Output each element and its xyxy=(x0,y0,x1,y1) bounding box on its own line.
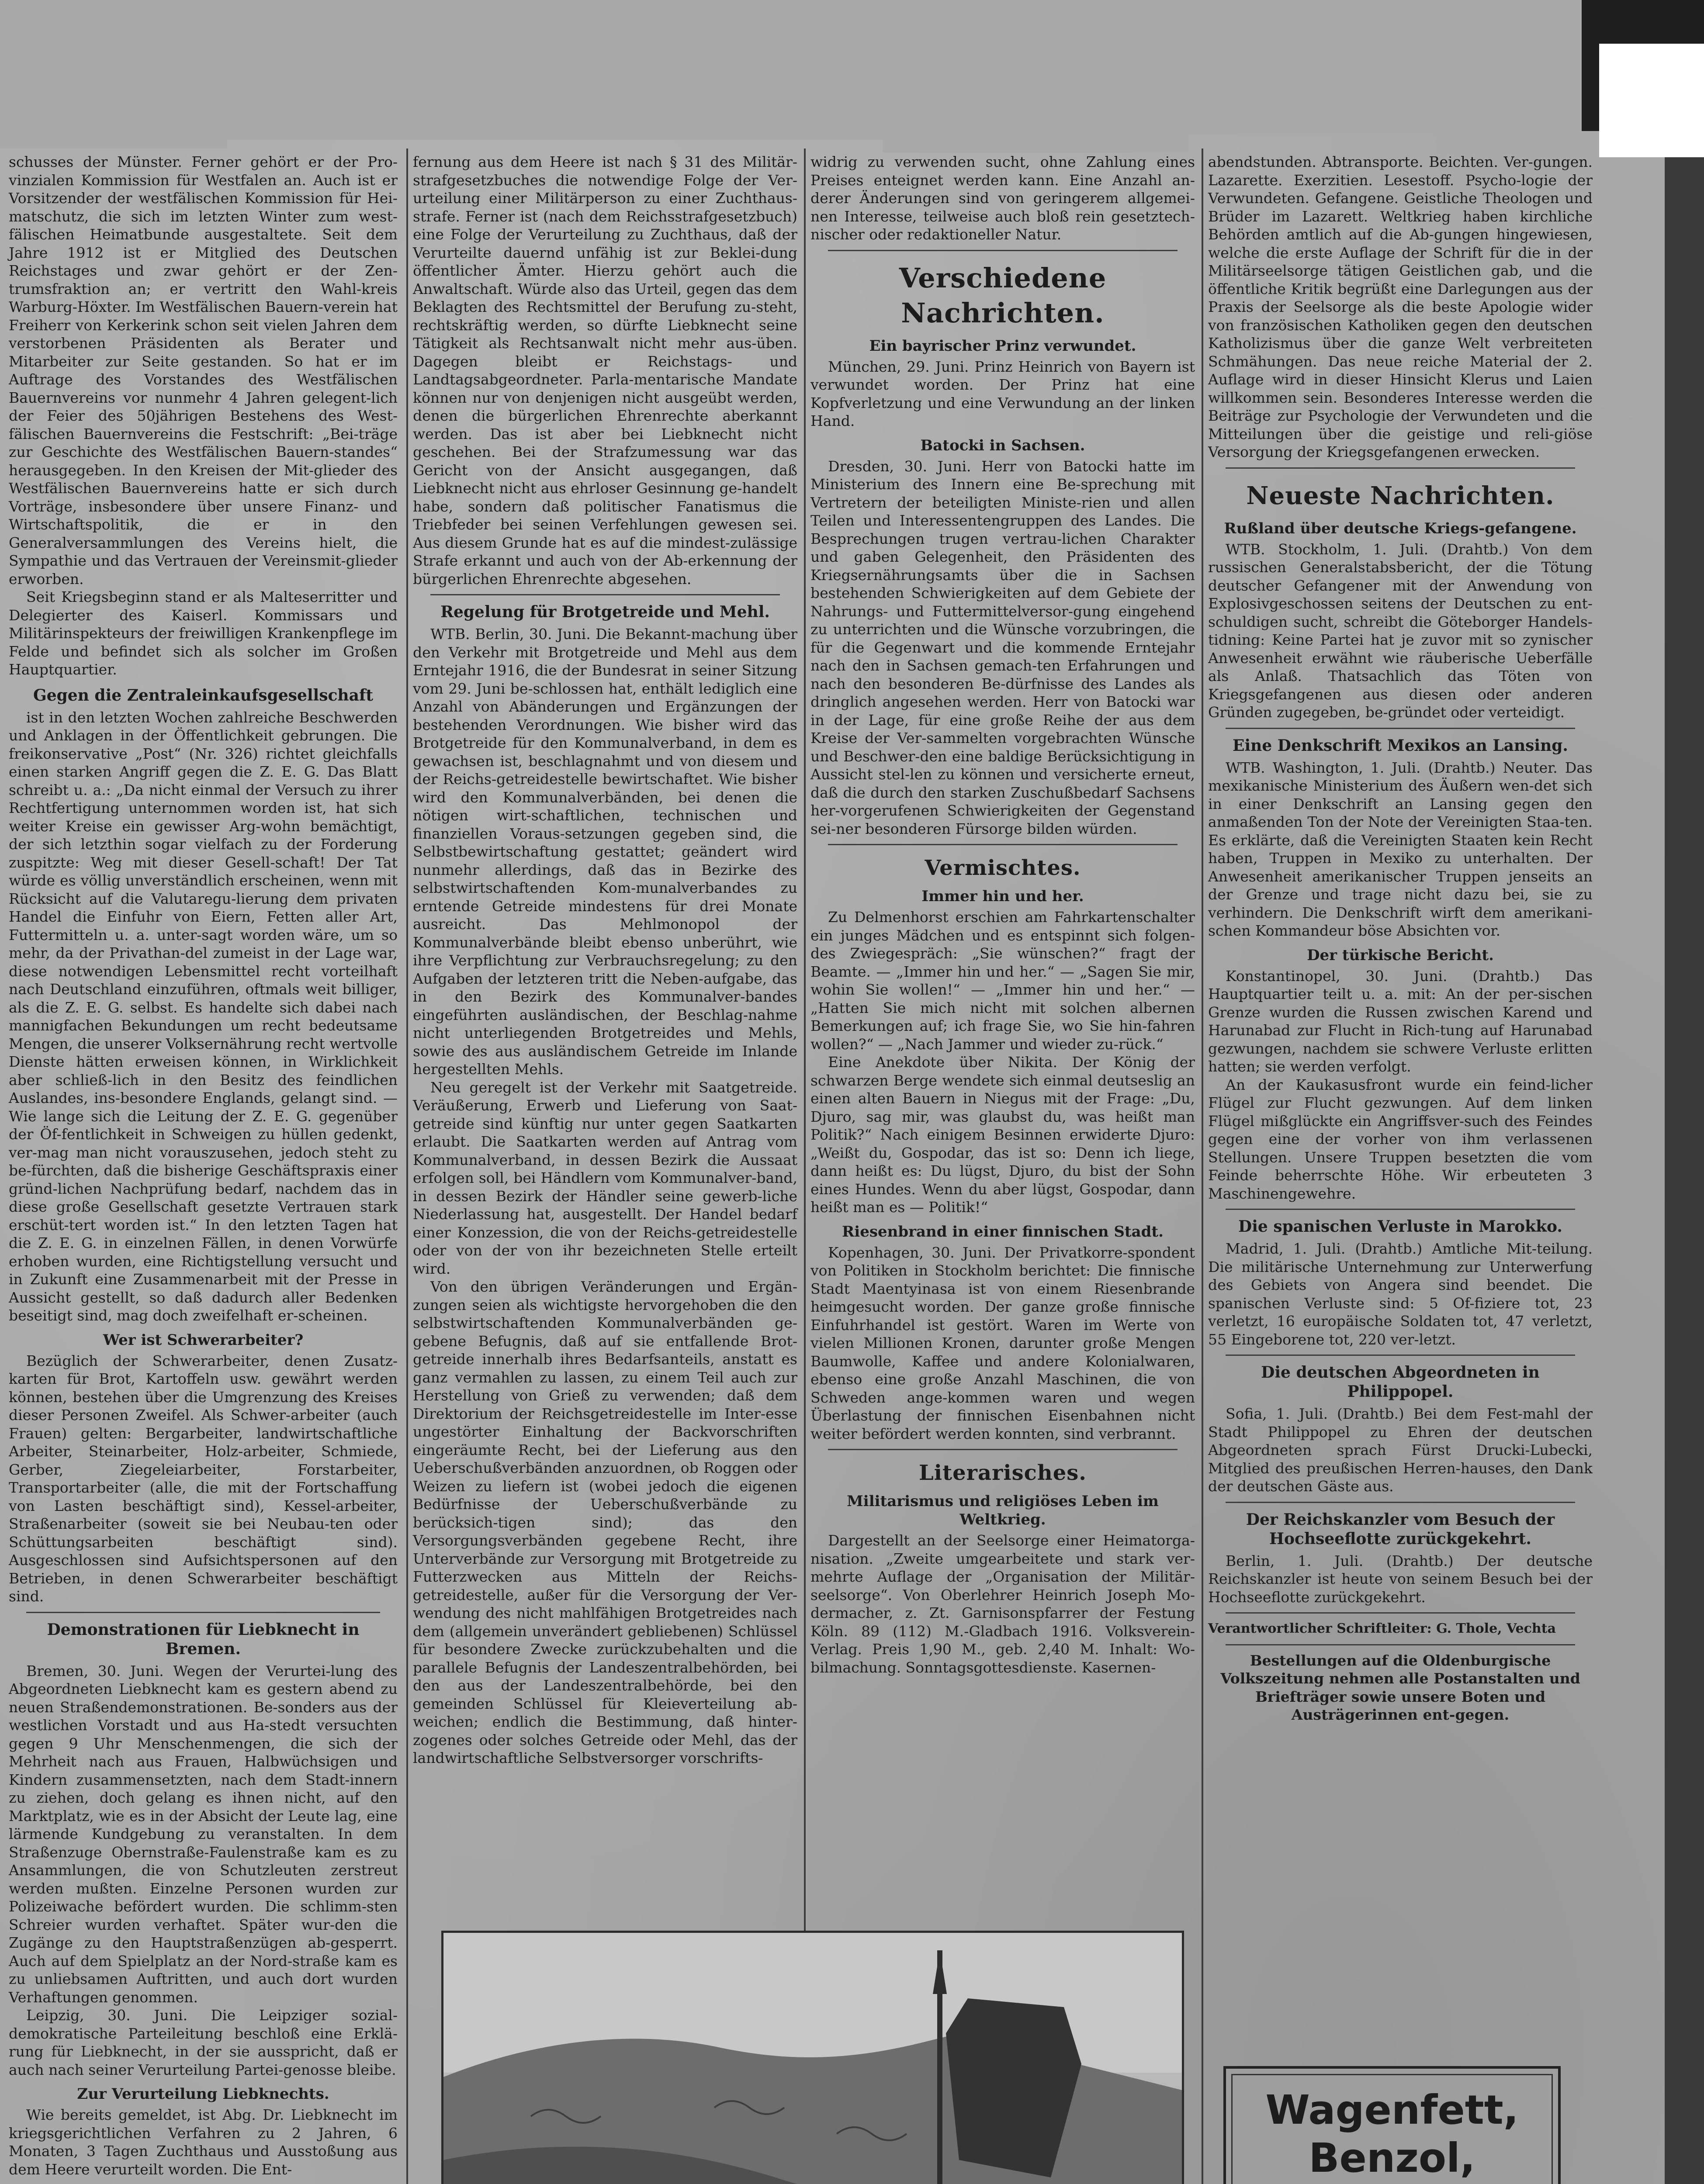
article-text: Sofia, 1. Juli. (Drahtb.) Bei dem Fest-mahl der Stadt Philippopel zu Ehren der deutschen Abgeordneten sprach Fürst Drucki-Lubecki, Mitglied des preußischen Herren-hauses, den Dank der deutschen Gäste aus. xyxy=(1208,1405,1593,1495)
column-2 xyxy=(413,153,797,1767)
column-4 xyxy=(1208,153,1593,1724)
column-3 xyxy=(810,153,1195,1676)
divider xyxy=(1226,1612,1575,1614)
article-text: Madrid, 1. Juli. (Drahtb.) Amtliche Mit-teilung. Die militärische Unternehmung zur Unterwerfung des Gebiets von Angera sind beendet. Die spanischen Verluste sind: 5 Of-fiziere tot, 23 verletzt, 16 europäische Soldaten tot, 47 verletzt, 55 Eingeborene tot, 220 ver-letzt. xyxy=(1208,1240,1593,1348)
article-heading: Demonstrationen für Liebknecht in Bremen. xyxy=(47,1620,360,1658)
article-text: widrig zu verwenden sucht, ohne Zahlung eines Preises enteignet werden kann. Eine Anzahl an-derer Änderungen sind von geringerem allgemei-nen Interesse, teilweise auch bloß rein gesetztech-nischer oder redaktioneller Natur. xyxy=(810,153,1195,243)
article-text: Kopenhagen, 30. Juni. Der Privatkorre-spondent von Politiken in Stockholm berichtet: Die finnische Stadt Maentyinasa ist von einem Riesenbrande heimgesucht worden. Der ganze große finnische Einfuhrhandel ist gestört. Waren im Werte von vielen Millionen Kronen, darunter große Mengen Baumwolle, Kaffee und andere Kolonialwaren, ebenso eine große Anzahl Maschinen, die von Schweden ange-kommen waren und wegen Überlastung der finnischen Eisenbahnen nicht weiter befördert werden konnten, sind verbrannt. xyxy=(810,1244,1195,1442)
column-1 xyxy=(9,153,398,2178)
article-text: Leipzig, 30. Juni. Die Leipziger sozial-demokratische Parteileitung beschloß eine Erklä-rung für Liebknecht, in der sie ausspricht, daß er auch nach seiner Verurteilung Partei-genosse bleibe. xyxy=(9,2007,398,2078)
column-rule xyxy=(406,149,408,2184)
article-text: abendstunden. Abtransporte. Beichten. Ver-gungen. Lazarette. Exerzitien. Lesestoff. Psycho-logie der Verwundeten. Gefangene. Geistliche Theologen und Brüder im Lazarett. Weltkrieg haben kirchliche Behörden amtlich auf die Ab-gungen hingewiesen, welche die erste Auflage der Schrift für die in der Militärseelsorge tätigen Geistlichen gab, und die öffentliche Kritik begrüßt eine Darlegungen aus der Praxis der Seelsorge als die beste Apologie wider von französischen Katholiken gegen den deutschen Katholizismus über die ganze Welt verbreiteten Schmähungen. Das neue reiche Material der 2. Auflage wird in dieser Hinsicht Klerus und Laien willkommen sein. Besonderes Interesse werden die Beiträge zur Psychologie der Verwundeten und die Mitteilungen über die geistige und reli-giöse Versorgung der Kriegsgefangenen erwecken. xyxy=(1208,153,1593,460)
article-heading: Batocki in Sachsen. xyxy=(920,436,1085,454)
article-text: WTB. Stockholm, 1. Juli. (Drahtb.) Von dem russischen Generalstabsbericht, der die Tötung deutscher Gefangener mit der Anwendung von Explosivgeschossen seitens der Deutschen zu ent-schuldigen sucht, schreibt die Göteborger Handels-tidning: Keine Partei hat je zuvor mit so zynischer Anwesenheit erwähnt wie räuberische Ueberfälle als Anlaß. Thatsachlich das Töten von Kriegsgefangenen aus diesen oder anderen Gründen zugegeben, be-gründet oder verteidigt. xyxy=(1208,540,1593,721)
article-heading: Militarismus und religiöses Leben im Weltkrieg. xyxy=(847,1493,1159,1528)
page-right-edge xyxy=(1665,157,1704,2184)
column-rule xyxy=(804,149,806,2184)
article-heading: Rußland über deutsche Kriegs-gefangene. xyxy=(1224,519,1577,537)
article-text: Berlin, 1. Juli. (Drahtb.) Der deutsche Reichskanzler ist heute von seinem Besuch bei der Hochseeflotte zurückgekehrt. xyxy=(1208,1552,1593,1606)
article-heading: Die deutschen Abgeordneten in Philippopel. xyxy=(1261,1363,1540,1401)
article-text: Seit Kriegsbeginn stand er als Malteserritter und Delegierter des Kaiserl. Kommissars und Militärinspekteurs der freiwilligen Krankenpflege im Felde und befindet sich als solcher im Großen Hauptquartier. xyxy=(9,588,398,678)
article-text: schusses der Münster. Ferner gehört er der Pro-vinzialen Kommission für Westfalen an. Auch ist er Vorsitzender der westfälischen Kommission für Hei-matschutz, die sich im letzten Winter zum west-fälischen Heimatbunde ausgestaltete. Seit dem Jahre 1912 ist er Mitglied des Deutschen Reichstages und zwar gehört er der Zen-trumsfraktion an; er vertritt den Wahl-kreis Warburg-Höxter. Im Westfälischen Bauern-verein hat Freiherr von Kerkerink schon seit vielen Jahren dem verstorbenen Präsidenten als Berater und Mitarbeiter zur Seite gestanden. So hat er im Auftrage des Vorstandes des Westfälischen Bauernvereins vor nunmehr 4 Jahren gelegent-lich der Feier des 50jährigen Bestehens des West-fälischen Bauernvereins die Festschrift: „Bei-träge zur Geschichte des Westfälischen Bauern-standes“ herausgegeben. In den Kreisen der Mit-glieder des Westfälischen Bauernvereins hatte er sich durch Vorträge, insbesondere über unsere Finanz- und Wirtschaftspolitik, die er in den Generalversammlungen des Vereins hielt, die Sympathie und das Vertrauen der Vereinsmit-glieder erworben. xyxy=(9,153,398,587)
editor-line: Verantwortlicher Schriftleiter: G. Thole, Vechta xyxy=(1208,1621,1556,1636)
article-heading: Zur Verurteilung Liebknechts. xyxy=(77,2085,329,2103)
article-heading: Regelung für Brotgetreide und Mehl. xyxy=(440,603,770,621)
article-heading: Der Reichskanzler vom Besuch der Hochseeflotte zurückgekehrt. xyxy=(1246,1510,1555,1548)
article-text: WTB. Berlin, 30. Juni. Die Bekannt-machung über den Verkehr mit Brotgetreide und Mehl aus dem Erntejahr 1916, die der Bundesrat in seiner Sitzung vom 29. Juni be-schlossen hat, enthält lediglich eine Anzahl von Abänderungen und Ergänzungen der bestehenden Verordnungen. Wie bisher wird das Brotgetreide für den Kommunalverband, in dem es gewachsen ist, beschlagnahmt und von diesem und der Reichs-getreidestelle bewirtschaftet. Wie bisher wird den Kommunalverbänden, bei denen die nötigen wirt-schaftlichen, technischen und finanziellen Voraus-setzungen gegeben sind, die Selbstbewirtschaftung gestattet; geändert wird nunmehr allerdings, daß das in Bezirke des selbstwirtschaftenden Kom-munalverbandes zu erntende Getreide mindestens für drei Monate ausreicht. Das Mehlmonopol der Kommunalverbände bleibt ebenso unberührt, wie ihre Verpflichtung zur Verbrauchsregelung; zu den Aufgaben der letzteren tritt die Neben-aufgabe, das in den Bezirk des Kommunalver-bandes eingeführten ausländischen, der Beschlag-nahme nicht unterliegenden Brotgetreides und Mehls, sowie des aus ausländischem Getreide im Inlande hergestellten Mehls. xyxy=(413,625,797,1078)
article-text: Eine Anekdote über Nikita. Der König der schwarzen Berge wendete sich einmal deutseslig an einen alten Bauern in Niegus mit der Frage: „Du, Djuro, sag mir, was glaubst du, was heißt man Politik?“ Nach einigem Besinnen erwiderte Djuro: „Weißt du, Gospodar, das ist so: Denn ich liege, dann heißt es: Du lügst, Djuro, du bist der Sohn eines Hundes. Wenn du aber lügst, Gospodar, dann heißt man es — Politik!“ xyxy=(810,1054,1195,1216)
divider xyxy=(1226,1644,1575,1645)
divider xyxy=(828,250,1178,251)
article-text: Neu geregelt ist der Verkehr mit Saatgetreide. Veräußerung, Erwerb und Lieferung von Saat-getreide sind künftig nur unter gegen Saatkarten erlaubt. Die Saatkarten werden auf Antrag vom Kommunalverband, in dessen Bezirk die Aussaat erfolgen soll, bei Händlern vom Kommunalver-band, in dessen Bezirk der Händler seine gewerb-liche Niederlassung hat, ausgestellt. Der Handel bedarf einer Konzession, die von der Reichs-getreidestelle oder von der von ihr bezeichneten Stelle erteilt wird. xyxy=(413,1078,797,1277)
article-heading: Ein bayrischer Prinz verwundet. xyxy=(869,337,1136,355)
torn-top-edge xyxy=(0,0,1704,131)
war-illustration xyxy=(441,1931,1184,2184)
article-text: Dargestellt an der Seelsorge einer Heimatorga-nisation. „Zweite umgearbeitete und stark ver-mehrte Auflage der „Organisation der Militär-seelsorge“. Von Oberlehrer Heinrich Joseph Mo-dermacher, z. Zt. Garnisonspfarrer der Festung Köln. 89 (112) M.-Gladbach 1916. Volksverein-Verlag. Preis 1,90 M., geb. 2,40 M. Inhalt: Wo-bilmachung. Sonntagsgottesdienste. Kasernen- xyxy=(810,1532,1195,1676)
ad-line: Benzol, xyxy=(1309,2135,1475,2181)
divider xyxy=(1226,467,1575,469)
advertisement xyxy=(1223,2066,1561,2184)
divider xyxy=(1226,1502,1575,1503)
article-heading: Immer hin und her. xyxy=(921,888,1084,905)
divider xyxy=(26,1612,380,1613)
column-rule xyxy=(1202,149,1203,2184)
article-text: An der Kaukasusfront wurde ein feind-licher Flügel zur Flucht gezwungen. Auf dem linken Flügel mißglückte ein Angriffsver-such des Feindes gegen eine der vorher von ihm verlassenen Stellungen. Unsere Truppen besetzten die vom Feinde beherrschte Höhe. Wir erbeuteten 3 Maschinengewehre. xyxy=(1208,1076,1593,1202)
ad-line: Wagenfett, xyxy=(1265,2087,1519,2133)
divider xyxy=(1226,1209,1575,1210)
section-heading: Literarisches. xyxy=(918,1461,1087,1485)
article-heading: Die spanischen Verluste in Marokko. xyxy=(1238,1217,1562,1236)
article-heading: Gegen die Zentraleinkaufsgesellschaft xyxy=(33,686,374,705)
article-heading: Riesenbrand in einer finnischen Stadt. xyxy=(842,1223,1164,1241)
divider xyxy=(1226,1355,1575,1356)
article-heading: Der türkische Bericht. xyxy=(1307,946,1494,964)
article-text: Dresden, 30. Juni. Herr von Batocki hatte im Ministerium des Innern eine Be-sprechung mit Vertretern der beteiligten Ministe-rien und allen Teilen und Interessentengruppen des Landes. Die Besprechungen trugen vertrau-lichen Charakter und gaben Gelegenheit, den Präsidenten des Kriegsernährungsamts über die in Sachsen bestehenden Schwierigkeiten auf dem Gebiete der Nahrungs- und Futtermittelversor-gung eingehend zu unterrichten und die Wünsche vorzubringen, die für die Gegenwart und die kommende Erntejahr nach den in Sachsen gemach-ten Erfahrungen und nach den besonderen Be-dürfnisse des Landes als dringlich angesehen werden. Herr von Batocki war in der Lage, für eine große Reihe der aus dem Kreise der Ver-sammelten vorgebrachten Wünsche und Beschwer-den eine baldige Berücksichtigung in Aussicht stel-len zu können und versicherte erneut, daß die durch den starken Zuschußbedarf Sachsens her-vorgerufenen Schwierigkeiten der Gegenstand sei-ner besonderen Fürsorge bilden würden. xyxy=(810,457,1195,837)
section-heading: Vermischtes. xyxy=(925,856,1081,880)
article-text: Konstantinopel, 30. Juni. (Drahtb.) Das Hauptquartier teilt u. a. mit: An der per-sischen Grenze wurden die Russen zwischen Karend und Harunabad zur Flucht in Rich-tung auf Harunabad gezwungen, nachdem sie schwere Verluste erlitten hatten; sie werden verfolgt. xyxy=(1208,967,1593,1075)
section-heading: Neueste Nachrichten. xyxy=(1246,481,1555,510)
article-text: Wie bereits gemeldet, ist Abg. Dr. Liebknecht im kriegsgerichtlichen Verfahren zu 2 Jahren, 6 Monaten, 3 Tagen Zuchthaus und Ausstoßung aus dem Heere verurteilt worden. Die Ent- xyxy=(9,2106,398,2178)
article-heading: Eine Denkschrift Mexikos an Lansing. xyxy=(1233,736,1568,755)
torn-corner xyxy=(1599,44,1704,157)
article-text: Bezüglich der Schwerarbeiter, denen Zusatz-karten für Brot, Kartoffeln usw. gewährt werden können, bestehen über die Umgrenzung des Kreises dieser Personen Zweifel. Als Schwer-arbeiter (auch Frauen) gelten: Bergarbeiter, landwirtschaftliche Arbeiter, Steinarbeiter, Holz-arbeiter, Schmiede, Gerber, Ziegeleiarbeiter, Forstarbeiter, Transportarbeiter (alle, die mit der Fortschaffung von Lasten beschäftigt sind), Kessel-arbeiter, Straßenarbeiter (soweit sie bei Neubau-ten oder Schüttungsarbeiten beschäftigt sind). Ausgeschlossen sind Aufsichtspersonen auf den Betrieben, in denen Schwerarbeiter beschäftigt sind. xyxy=(9,1352,398,1605)
divider xyxy=(828,1449,1178,1450)
illustration-drawing xyxy=(443,1933,1182,2184)
article-text: Von den übrigen Veränderungen und Ergän-zungen seien als wichtigste hervorgehoben die den selbstwirtschaftenden Kommunalverbänden ge-gebene Befugnis, daß auf sie entfallende Brot-getreide innerhalb ihres Bedarfsanteils, anstatt es ganz vermahlen zu lassen, zu einem Teil auch zur Herstellung von Grieß zu verwenden; daß dem Direktorium der Reichsgetreidestelle im Inter-esse ungestörter Einhaltung der Backvorschriften eingeräumte Recht, bei der Lieferung aus den Ueberschußverbänden anzuordnen, ob Roggen oder Weizen zu liefern ist (wobei jedoch die eigenen Bedürfnisse der Ueberschußverbände zu berücksich-tigen sind); das den Versorgungsverbänden gegebene Recht, ihre Unterverbände zur Versorgung mit Brotgetreide zu Futterzwecken aus Mitteln der Reichs-getreidestelle, außer für die Versorgung der Ver-wendung des nicht mahlfähigen Brotgetreides nach dem (allgemein unverändert gebliebenen) Schlüssel für besondere Zwecke zurückzubehalten und die parallele Befugnis der Landeszentralbehörden, bei den aus der Landeszentralbehörde, bei den gemeinden Schlüssel für Kleieverteilung ab-weichen; endlich die Bestimmung, daß hinter-zogenes oder solches Getreide oder Mehl, das der landwirtschaftliche Selbstversorger vorschrifts- xyxy=(413,1278,797,1766)
section-heading: Verschiedene Nachrichten. xyxy=(899,262,1107,329)
divider xyxy=(1226,728,1575,729)
article-text: ist in den letzten Wochen zahlreiche Beschwerden und Anklagen in der Öffentlichkeit gebrungen. Die freikonservative „Post“ (Nr. 326) richtet gleichfalls einen starken Angriff gegen die Z. E. G. Das Blatt schreibt u. a.: „Da nicht einmal der Versuch zu ihrer Rechtfertigung unternommen worden ist, hat sich weiter Kreise ein gewisser Arg-wohn bemächtigt, der sich letzthin sogar vielfach zu der Forderung zuspitzte: Weg mit dieser Gesell-schaft! Der Tat würde es völlig unverständlich erscheinen, wenn mit Rücksicht auf die Valutaregu-lierung dem privaten Handel die Einfuhr von Eiern, Fetten aller Art, Futtermitteln u. a. unter-sagt worden wäre, um so mehr, da der Privathan-del zumeist in der Lage war, diese notwendigen Lebensmittel recht vorteilhaft nach Deutschland einzuführen, oftmals weit billiger, als die Z. E. G. selbst. Es handelte sich dabei nach mannigfachen Bekundungen um recht bedeutsame Mengen, die unserer Volksernährung recht wertvolle Dienste hätten erweisen können, in Wirklichkeit aber schließ-lich in den Besitz des feindlichen Auslandes, ins-besondere Englands, gelangt sind. — Wie lange sich die Leitung der Z. E. G. gegenüber der Öf-fentlichkeit in Schweigen zu hüllen gedenkt, ver-mag man nicht vorauszusehen, jedoch steht zu be-fürchten, daß die bisherige Geschäftspraxis einer gründ-lichen Nachprüfung bedarf, nachdem das in diese große Gesellschaft gesetzte Vertrauen stark erschüt-tert worden ist.“ In den letzten Tagen hat die Z. E. G. in einzelnen Fällen, in denen Vorwürfe erhoben wurden, eine Richtigstellung versucht und in Zukunft eine Zusammenarbeit mit der Presse in Aussicht gestellt, so daß dadurch aller Bedenken beseitigt sind, mag doch zweifelhaft er-scheinen. xyxy=(9,708,398,1324)
article-text: WTB. Washington, 1. Juli. (Drahtb.) Neuter. Das mexikanische Ministerium des Äußern wen-det sich in einer Denkschrift an Lansing gegen den anmaßenden Ton der Note der Vereinigten Staa-ten. Es erklärte, daß die Vereinigten Staaten kein Recht haben, Truppen in Mexiko zu unterhalten. Der Anwesenheit amerikanischer Truppen jenseits an der Grenze und trage nicht dazu bei, sie zu verhindern. Die Denkschrift wirft dem amerikani-schen Kommandeur böse Absichten vor. xyxy=(1208,759,1593,939)
divider xyxy=(828,844,1178,845)
article-text: Zu Delmenhorst erschien am Fahrkartenschalter ein junges Mädchen und es entspinnt sich folgen-des Zwiegespräch: „Sie wünschen?“ fragt der Beamte. — „Immer hin und her.“ — „Sagen Sie mir, wohin Sie wollen!“ — „Immer hin und her.“ — „Hatten Sie mich nicht mit solchen albernen Bemerkungen auf; ich frage Sie, wo Sie hin-fahren wollen?“ — „Nach Jammer und wieder zu-rück.“ xyxy=(810,909,1195,1053)
article-text: fernung aus dem Heere ist nach § 31 des Militär-strafgesetzbuches die notwendige Folge der Ver-urteilung einer Militärperson zu einer Zuchthaus-strafe. Ferner ist (nach dem Reichsstrafgesetzbuch) eine Folge der Verurteilung zu Zuchthaus, daß der Verurteilte dauernd unfähig ist zur Beklei-dung öffentlicher Ämter. Hierzu gehört auch die Anwaltschaft. Würde also das Urteil, gegen das dem Beklagten des Rechtsmittel der Berufung zu-steht, rechtskräftig werden, so dürfte Liebknecht seine Tätigkeit als Rechtsanwalt nicht mehr aus-üben. Dagegen bleibt er Reichstags- und Landtagsabgeordneter. Parla-mentarische Mandate können nur von denjenigen nicht ausgeübt werden, denen die bürgerlichen Ehrenrechte aberkannt werden. Das ist aber bei Liebknecht nicht geschehen. Bei der Strafzumessung war das Gericht von der Ansicht ausgegangen, daß Liebknecht nicht aus ehrloser Gesinnung ge-handelt habe, sondern daß politischer Fanatismus die Triebfeder bei seinen Verfehlungen gewesen sei. Aus diesem Grunde hat es auf die mindest-zulässige Strafe erkannt und auch von der Ab-erkennung der bürgerlichen Ehrenrechte abgesehen. xyxy=(413,153,797,587)
article-text: Bremen, 30. Juni. Wegen der Verurtei-lung des Abgeordneten Liebknecht kam es gestern abend zu neuen Straßendemonstrationen. Be-sonders aus der westlichen Vorstadt und aus Ha-stedt versuchten gegen 9 Uhr Menschenmengen, die sich der Mehrheit nach aus Frauen, Halbwüchsigen und Kindern zusammensetzten, nach dem Stadt-innern zu ziehen, doch gelang es ihnen nicht, auf den Marktplatz, wie es in der Absicht der Leute lag, eine lärmende Kundgebung zu veranstalten. In dem Straßenzuge Obernstraße-Faulenstraße kam es zu Ansammlungen, die von Schutzleuten zerstreut werden mußten. Einzelne Personen wurden zur Polizeiwache befördert wurden. Die schlimm-sten Schreier wurden verhaftet. Später wur-den die Zugänge zu den Hauptstraßenzügen ab-gesperrt. Auch auf dem Spielplatz an der Nord-straße kam es zu unliebsamen Auftritten, und auch dort wurden Verhaftungen genommen. xyxy=(9,1662,398,2006)
article-heading: Wer ist Schwerarbeiter? xyxy=(103,1331,304,1349)
subscription-notice: Bestellungen auf die Oldenburgische Volkszeitung nehmen alle Postanstalten und Briefträger sowie unsere Boten und Austrägerinnen ent-gegen. xyxy=(1220,1652,1580,1723)
article-text: München, 29. Juni. Prinz Heinrich von Bayern ist verwundet worden. Der Prinz hat eine Kopfverletzung und eine Verwundung an der linken Hand. xyxy=(810,358,1195,429)
divider xyxy=(430,594,780,595)
